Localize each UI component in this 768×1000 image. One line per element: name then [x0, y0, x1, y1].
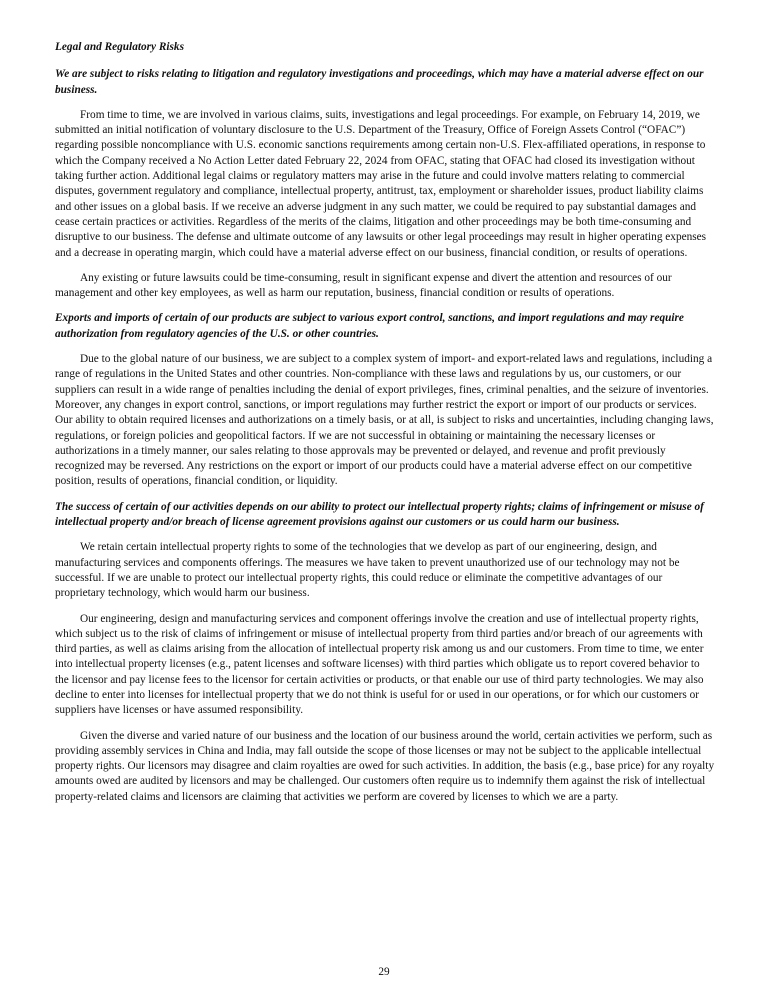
page-number: 29	[378, 966, 390, 978]
paragraph-ip-2: Our engineering, design and manufacturing services and component offerings involve the creation and use of intellectual property rights, which subject us to the risk of claims of infringement or misuse of intellectual property from third parties and/or breach of our agreements with third parties, as well as claims arising from the allocation of intellectual property risk among us and our customers. From time to time, we enter into intellectual property licenses (e.g., patent licenses and software licenses) with third parties which obligate us to report covered behavior to the licensor and pay license fees to the licensor for certain activities or products, or that enable our use of third party technologies. We may also decline to enter into licenses for intellectual property that we do not think is useful for or used in our operations, or for which our customers or suppliers have licenses or have assumed responsibility.	[55, 612, 704, 717]
heading-litigation: We are subject to risks relating to litigation and regulatory investigations and proceedings, which may have a material adverse effect on our business.	[55, 68, 704, 96]
section-title: Legal and Regulatory Risks	[55, 41, 184, 53]
paragraph-litigation-1: From time to time, we are involved in various claims, suits, investigations and legal proceedings. For example, on February 14, 2019, we submitted an initial notification of voluntary disclosure to the U.S. Department of the Treasury, Office of Foreign Assets Control (“OFAC”) regarding possible noncompliance with U.S. economic sanctions requirements among certain non-U.S. Flex-affiliated operations, in response to which the Company received a No Action Letter dated February 22, 2024 from OFAC, stating that OFAC had closed its investigation without taking further action. Additional legal claims or regulatory matters may arise in the future and could involve matters relating to commercial disputes, government regulatory and compliance, intellectual property, antitrust, tax, employment or shareholder issues, product liability claims and other issues on a global basis. If we receive an adverse judgment in any such matter, we could be required to pay substantial damages and cease certain practices or activities. Regardless of the merits of the claims, litigation and other proceedings may be both time-consuming and disruptive to our business. The defense and ultimate outcome of any lawsuits or other legal proceedings may result in higher operating expenses and a decrease in operating margin, which could have a material adverse effect on our business, financial condition, or results of operations.	[55, 108, 707, 259]
heading-ip: The success of certain of our activities depends on our ability to protect our intellectual property rights; claims of infringement or misuse of intellectual property and/or breach of license agreement provisions against our customers or us could harm our business.	[55, 500, 704, 529]
heading-exports: Exports and imports of certain of our products are subject to various export control, sanctions, and import regulations and may require authorization from regulatory agencies of the U.S. or other countries.	[55, 312, 684, 340]
paragraph-ip-3: Given the diverse and varied nature of our business and the location of our business around the world, certain activities we perform, such as providing assembly services in China and India, may fall outside the scope of those licenses or may not be subject to the applicable intellectual property rights. Our licensors may disagree and claim royalties are owed for such activities. In addition, the basis (e.g., base price) for any royalty amounts owed are audited by licensors and may be challenged. Our customers often require us to indemnify them against the risk of intellectual property-related claims and licensors are claiming that activities we perform are covered by licenses to which we are a party.	[55, 729, 715, 803]
paragraph-ip-1: We retain certain intellectual property rights to some of the technologies that we develop as part of our engineering, design, and manufacturing services and components offerings. The measures we have taken to prevent unauthorized use of our technology may not be successful. If we are unable to protect our intellectual property rights, this could reduce or eliminate the competitive advantages of our proprietary technology, which would harm our business.	[55, 541, 680, 600]
paragraph-litigation-2: Any existing or future lawsuits could be time-consuming, result in significant expense and divert the attention and resources of our management and other key employees, as well as harm our reputation, business, financial condition or results of operations.	[55, 271, 672, 300]
paragraph-exports-1: Due to the global nature of our business, we are subject to a complex system of import- and export-related laws and regulations, including a range of regulations in the United States and other countries. Non-compliance with these laws and regulations by us, our customers, or our suppliers can result in a wide range of penalties including the denial of export privileges, fines, criminal penalties, and the seizure of inventories. Moreover, any changes in export control, sanctions, or import regulations may further restrict the export or import of our products or services. Our ability to obtain required licenses and authorizations on a timely basis, or at all, is subject to risks and uncertainties, including changing laws, regulations, or foreign policies and geopolitical factors. If we are not successful in obtaining or maintaining the necessary licenses or authorizations in a timely manner, our sales relating to those approvals may be prevented or delayed, and revenue and profit previously recognized may be reversed. Any restrictions on the export or import of our products could have a material adverse effect on our competitive position, results of operations, financial condition, or liquidity.	[55, 353, 714, 488]
